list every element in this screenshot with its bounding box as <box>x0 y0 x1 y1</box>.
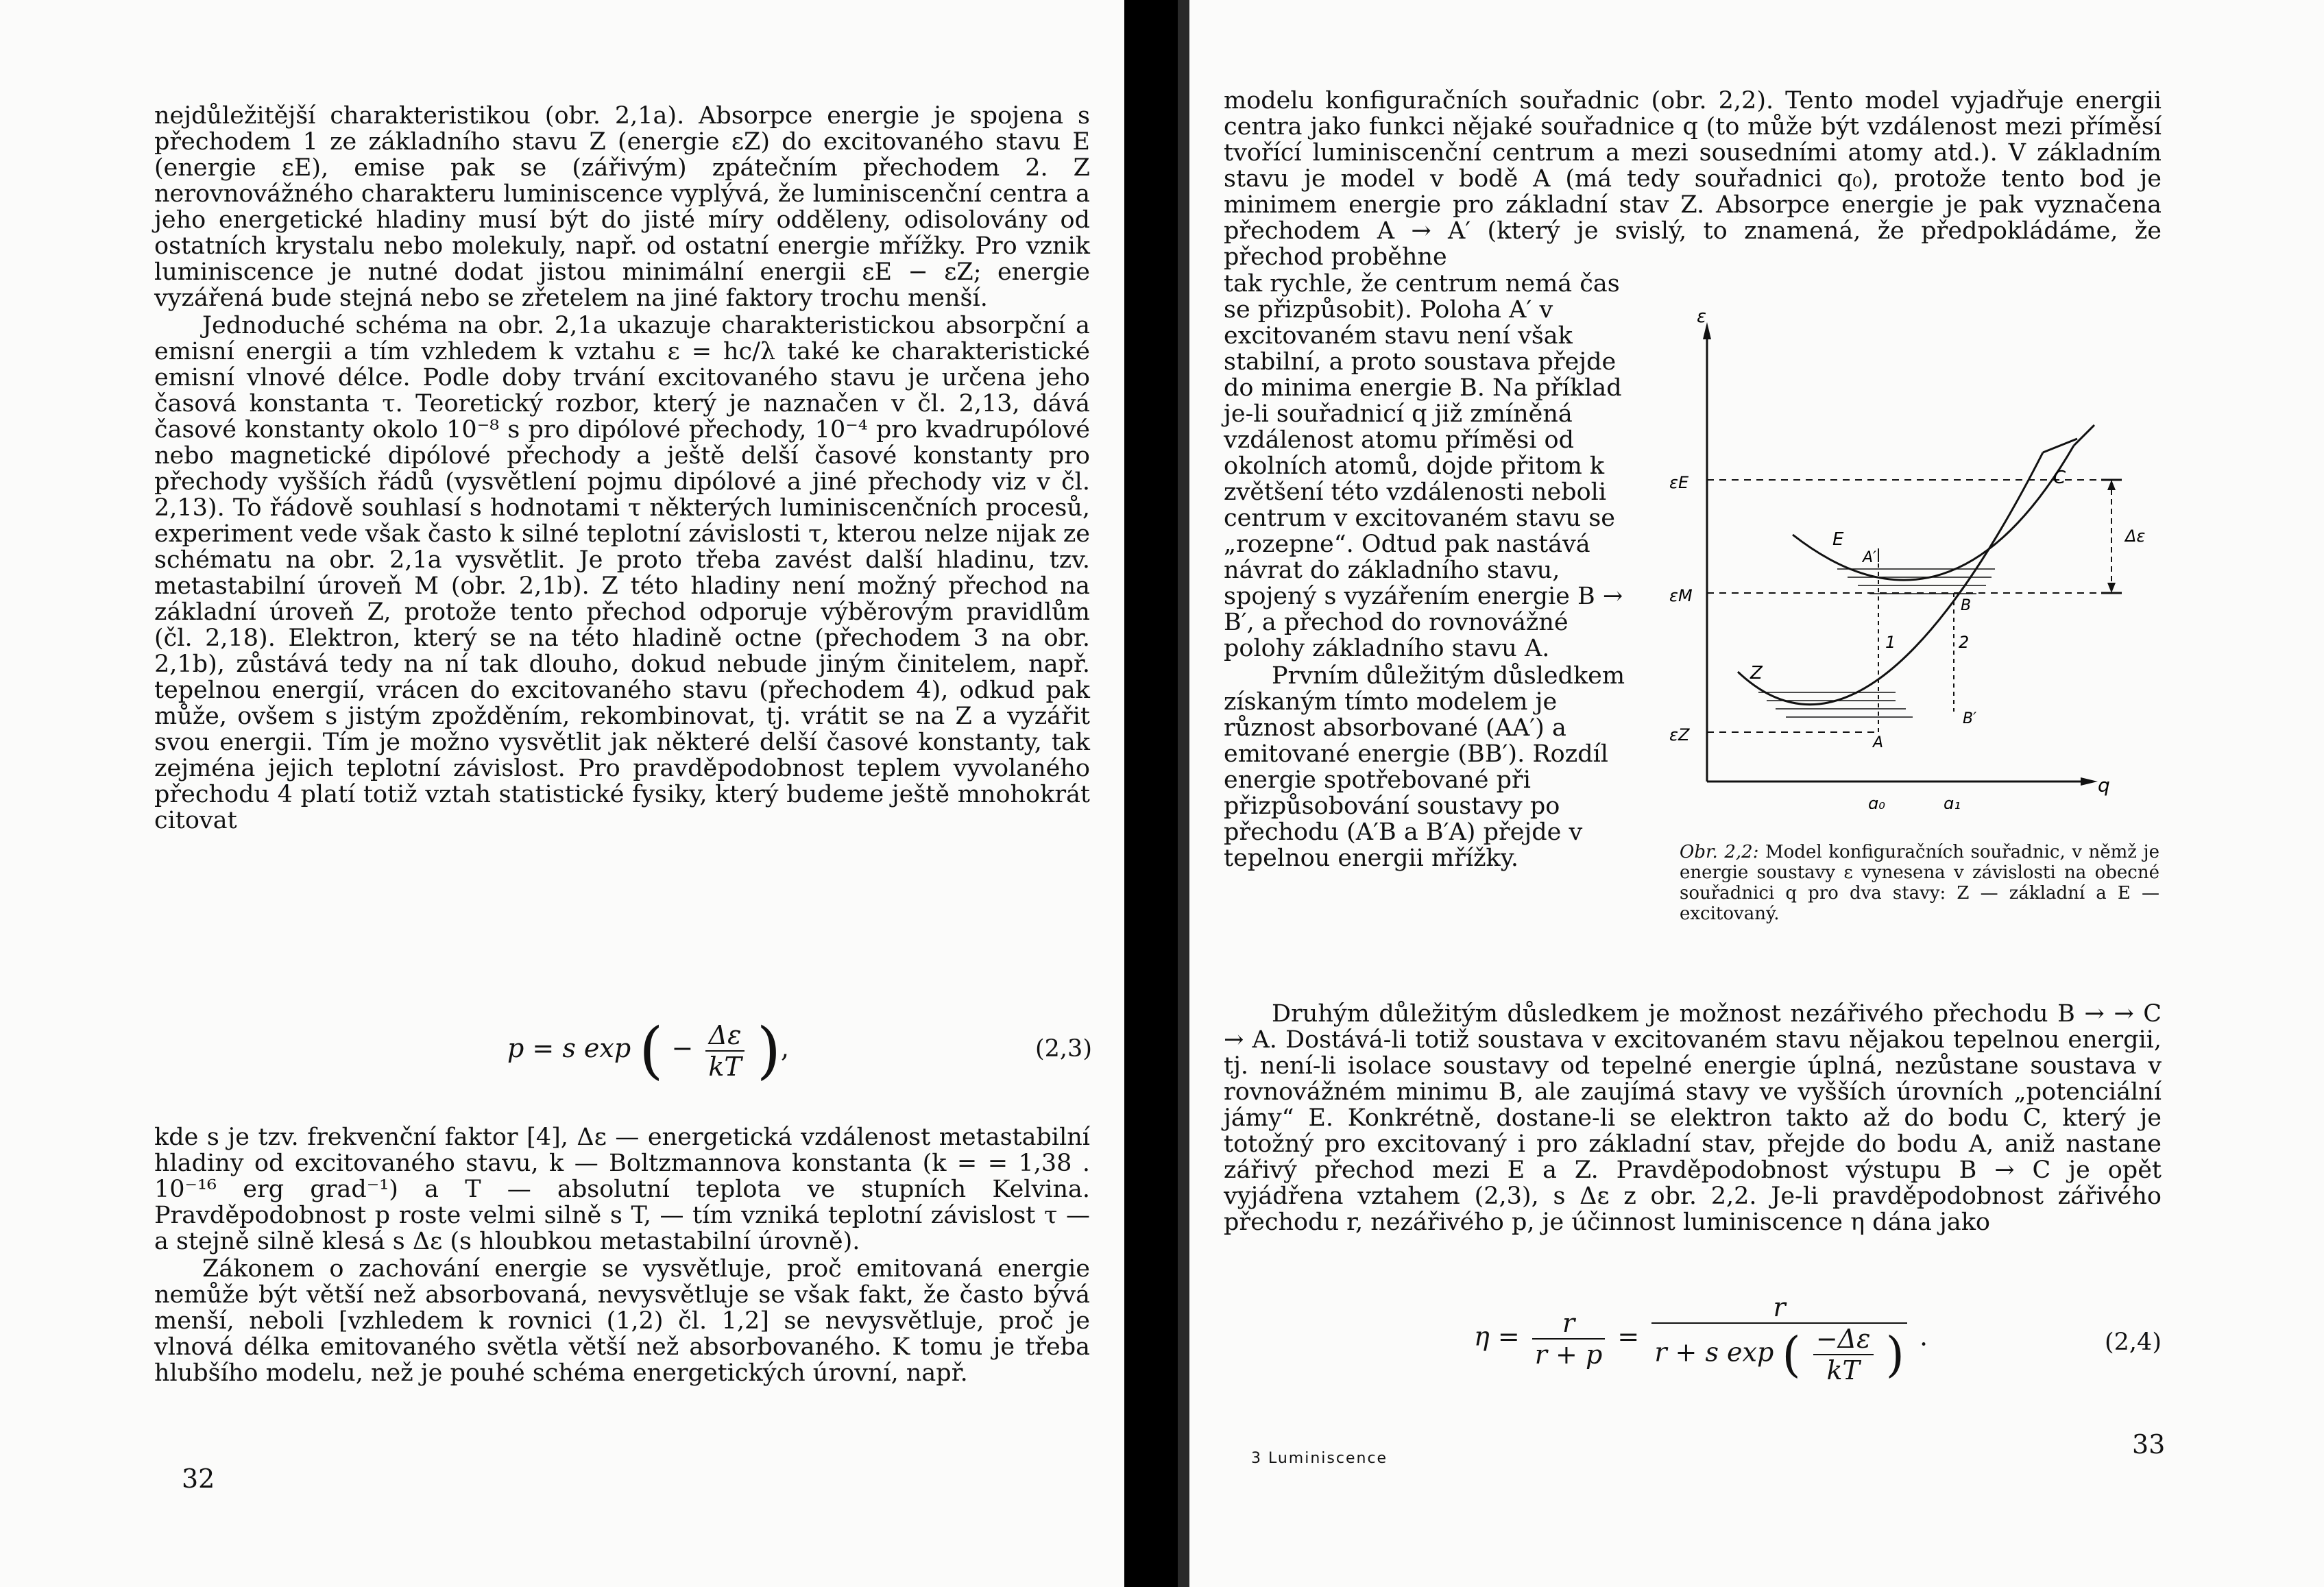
equation-2-4-f2-num: r <box>1651 1292 1907 1324</box>
running-footer: 3 Luminiscence <box>1251 1450 1388 1467</box>
equation-2-3-minus: − <box>671 1033 694 1063</box>
equation-2-4: η = $\frac{r}{r + p}$ = r r + s exp ( $\frac{-\Delta\varepsilon}{kT}$ ) . <box>1474 1292 1928 1385</box>
equation-2-3-left-paren: ( <box>639 1015 664 1087</box>
A-prime-label: A′ <box>1863 549 1877 566</box>
equation-2-4-f1-num: r <box>1532 1308 1606 1340</box>
equation-2-4-f1-den: r + p <box>1534 1340 1603 1370</box>
figure-caption <box>1680 842 2159 924</box>
B-label: B <box>1961 597 1972 614</box>
equation-2-3-numerator: Δε <box>705 1020 744 1052</box>
right-page-body-top <box>1224 88 2162 271</box>
C-label: C <box>2053 468 2066 488</box>
left-page-body-top <box>154 103 1090 835</box>
equation-2-3-fraction <box>705 1020 744 1082</box>
x-axis-label: q <box>2098 774 2110 797</box>
equation-2-3-denominator: kT <box>708 1051 742 1082</box>
right-paragraph-4: Druhým důležitým důsledkem je možnost nezářivého přechodu B → → C → A. Dostává-li totiž soustava v excitovaném stavu nějakou tepelnou energii, tj. není-li isolace soustavy od tepelné energie úplná, nezůstane soustava v rovnovážném minimu B, ale zaujímá stavy ve vyšších úrovních „potenciální jámy“ E. Konkrétně, dostane-li se elektron takto až do bodu C, který je totožný pro excitovaný i pro základní stav, přejde do bodu A, aniž nastane zářivý přechod mezi E a Z. Pravděpodobnost výstupu B → C je opět vyjádřena vztahem (2,3), s Δε z obr. 2,2. Je-li pravděpodobnost zářivého přechodu r, nezářivého p, je účinnost luminiscence η dána jako <box>1224 1000 2162 1236</box>
E-curve-label: E <box>1832 529 1844 550</box>
left-paragraph-2: Jednoduché schéma na obr. 2,1a ukazuje charakteristickou absorpční a emisní energii a tím vzhledem k vztahu ε = hc/λ také ke charakteristické emisní vlnové délce. Podle doby trvání excitovaného stavu je určena jeho časová konstanta τ. Teoretický rozbor, který je naznačen v čl. 2,13, dává časové konstanty okolo 10⁻⁸ s pro dipólové přechody, 10⁻⁴ pro kvadrupólové nebo magnetické dipólové přechody a ještě delší časové konstanty pro přechody vyšších řádů (vysvětlení pojmu dipólové a jiné přechody viz v čl. 2,13). To řádově souhlasí s hodnotami τ některých luminiscenčních procesů, experiment vede však často k silné teplotní závislosti τ, kterou nelze nijak ze schématu na obr. 2,1a vysvětlit. Je proto třeba zavést další hladinu, tzv. metastabilní úroveň M (obr. 2,1b). Z této hladiny není možný přechod na základní úroveň Z, protože tento přechod odporuje výběrovým pravidlům (čl. 2,18). Elektron, který se na této hladině octne (přechodem 3 na obr. 2,1b), zůstává tedy na ní tak dlouho, dokud nebude jiným činitelem, např. tepelnou energií, vrácen do excitovaného stavu (přechodem 4), odkud pak může, ovšem s jistým zpožděním, rekombinovat, tj. vrátit se na Z a vyzářit svou energii. Tím je možno vysvětlit jak některé delší časové konstanty, tak zejména jejich teplotní závislost. Pro pravděpodobnost teplem vyvolaného přechodu 4 platí totiž vztah statistické fysiky, který budeme ještě mnohokrát citovat <box>154 312 1090 834</box>
equation-2-4-left-paren: ( <box>1782 1326 1801 1383</box>
equation-2-4-lhs: η = <box>1474 1321 1520 1352</box>
B-prime-label: B′ <box>1963 710 1977 727</box>
left-page-body-bottom <box>154 1124 1090 1388</box>
equation-2-4-fraction-1 <box>1532 1308 1606 1370</box>
q0-label: q₀ <box>1868 794 1885 809</box>
right-page-body-column <box>1224 271 1642 873</box>
diagram-svg <box>1669 302 2163 809</box>
x-axis-arrow <box>2081 777 2098 786</box>
equation-2-3-lhs: p = s exp <box>507 1033 631 1063</box>
eps-Z-label: εZ <box>1669 725 1690 744</box>
right-page-body-bottom <box>1224 1001 2162 1237</box>
equation-2-4-right-paren: ) <box>1885 1326 1904 1383</box>
eps-E-label: εE <box>1669 473 1689 492</box>
eps-M-label: εM <box>1669 586 1693 605</box>
caption-text: Model konfiguračních souřadnic, v němž je energie soustavy ε vynesena v závislosti na obecné souřadnici q pro dva stavy: Z — základní a E — excitovaný. <box>1680 842 2160 924</box>
delta-arrow-up <box>2107 480 2116 490</box>
delta-label: Δε <box>2125 526 2146 546</box>
equation-2-4-inner-fraction <box>1813 1324 1874 1385</box>
equation-2-3-right-paren: ) <box>756 1015 781 1087</box>
equation-2-4-f2-den-pre: r + s exp <box>1654 1337 1774 1368</box>
equation-2-4-inner-den: kT <box>1826 1355 1860 1385</box>
equation-2-3: p = s exp ( − $\frac{\Delta\varepsilon}{kT}$ ), <box>507 1015 790 1087</box>
equation-2-4-fraction-2 <box>1651 1292 1907 1385</box>
right-paragraph-2: tak rychle, že centrum nemá čas se přizpůsobit). Poloha A′ v excitovaném stavu není však stabilní, a proto soustava přejde do minima energie B. Na příklad je-li souřadnicí q již zmíněná vzdálenost atomu příměsi od okolních atomů, dojde přitom k zvětšení této vzdálenosti neboli centrum v excitovaném stavu se „rozepne“. Odtud pak nastává návrat do základního stavu, spojený s vyzářením energie B → B′, a přechod do rovnovážné polohy základního stavu A. <box>1224 270 1623 662</box>
y-axis-label: ε <box>1697 306 1707 327</box>
delta-arrow-down <box>2107 583 2116 593</box>
book-gutter-edge <box>1178 0 1189 1587</box>
transition-1-label: 1 <box>1885 633 1896 652</box>
equation-2-4-f2-den <box>1651 1324 1907 1385</box>
curve-top-excited <box>2074 425 2094 446</box>
A-label: A <box>1873 734 1884 751</box>
right-page-number: 33 <box>2132 1429 2166 1459</box>
configuration-coordinate-diagram <box>1669 302 2163 809</box>
equation-2-4-equals: = <box>1617 1321 1640 1352</box>
equation-2-4-inner-num: −Δε <box>1813 1324 1874 1355</box>
transition-2-label: 2 <box>1959 633 1970 652</box>
caption-label: Obr. 2,2: <box>1680 842 1759 862</box>
Z-curve-label: Z <box>1750 663 1763 683</box>
equation-2-4-tag: (2,4) <box>2105 1329 2162 1356</box>
excited-state-curve <box>1793 446 2074 580</box>
q1-label: q₁ <box>1944 794 1961 809</box>
left-paragraph-4: Zákonem o zachování energie se vysvětluje, proč emitovaná energie nemůže být větší než absorbovaná, nevysvětluje se však fakt, že často bývá menší, neboli [vzhledem k rovnici (1,2) čl. 1,2] se nevysvětluje, proč je vlnová délka emitovaného světla větší než absorbovaného. K tomu je třeba hlubšího modelu, než je pouhé schéma energetických úrovní, např. <box>154 1255 1090 1387</box>
left-page-number: 32 <box>182 1464 215 1494</box>
right-paragraph-3: Prvním důležitým důsledkem získaným tímto modelem je různost absorbované (AA′) a emitované energie (BB′). Rozdíl energie spotřebované při přizpůsobování soustavy po přechodu (A′B a B′A) přejde v tepelnou energii mřížky. <box>1224 662 1625 872</box>
equation-2-3-tag: (2,3) <box>1035 1035 1092 1063</box>
left-paragraph-1: nejdůležitější charakteristikou (obr. 2,1a). Absorpce energie je spojena s přechodem 1 ze základního stavu Z (energie εZ) do excitovaného stavu E (energie εE), emise pak se (zářivým) zpátečním přechodem 2. Z nerovnovážného charakteru luminiscence vyplývá, že luminiscenční centra a jeho energetické hladiny musí být do jisté míry odděleny, odisolovány od ostatních krystalu nebo molekuly, např. od ostatní energie mřížky. Pro vznik luminiscence je nutné dodat jistou minimální energii εE − εZ; energie vyzářená bude stejná nebo se zřetelem na jiné faktory trochu menší. <box>154 102 1090 312</box>
left-paragraph-3: kde s je tzv. frekvenční faktor [4], Δε — energetická vzdálenost metastabilní hladiny od excitovaného stavu, k — Boltzmannova konstanta (k = = 1,38 . 10⁻¹⁶ erg grad⁻¹) a T — absolutní teplota ve stupních Kelvina. Pravděpodobnost p roste velmi silně s T, — tím vzniká teplotní závislost τ — a stejně silně klesá s Δε (s hloubkou metastabilní úrovně). <box>154 1124 1090 1255</box>
right-paragraph-1: modelu konfiguračních souřadnic (obr. 2,2). Tento model vyjadřuje energii centra jako funkci nějaké souřadnice q (to může být vzdálenost mezi příměsí tvořící luminiscenční centrum a mezi sousedními atomy atd.). V základním stavu je model v bodě A (má tedy souřadnici q₀), protože tento bod je minimem energie pro základní stav Z. Absorpce energie je pak vyznačena přechodem A → A′ (který je svislý, to znamená, že předpokládáme, že přechod proběhne <box>1224 87 2162 271</box>
